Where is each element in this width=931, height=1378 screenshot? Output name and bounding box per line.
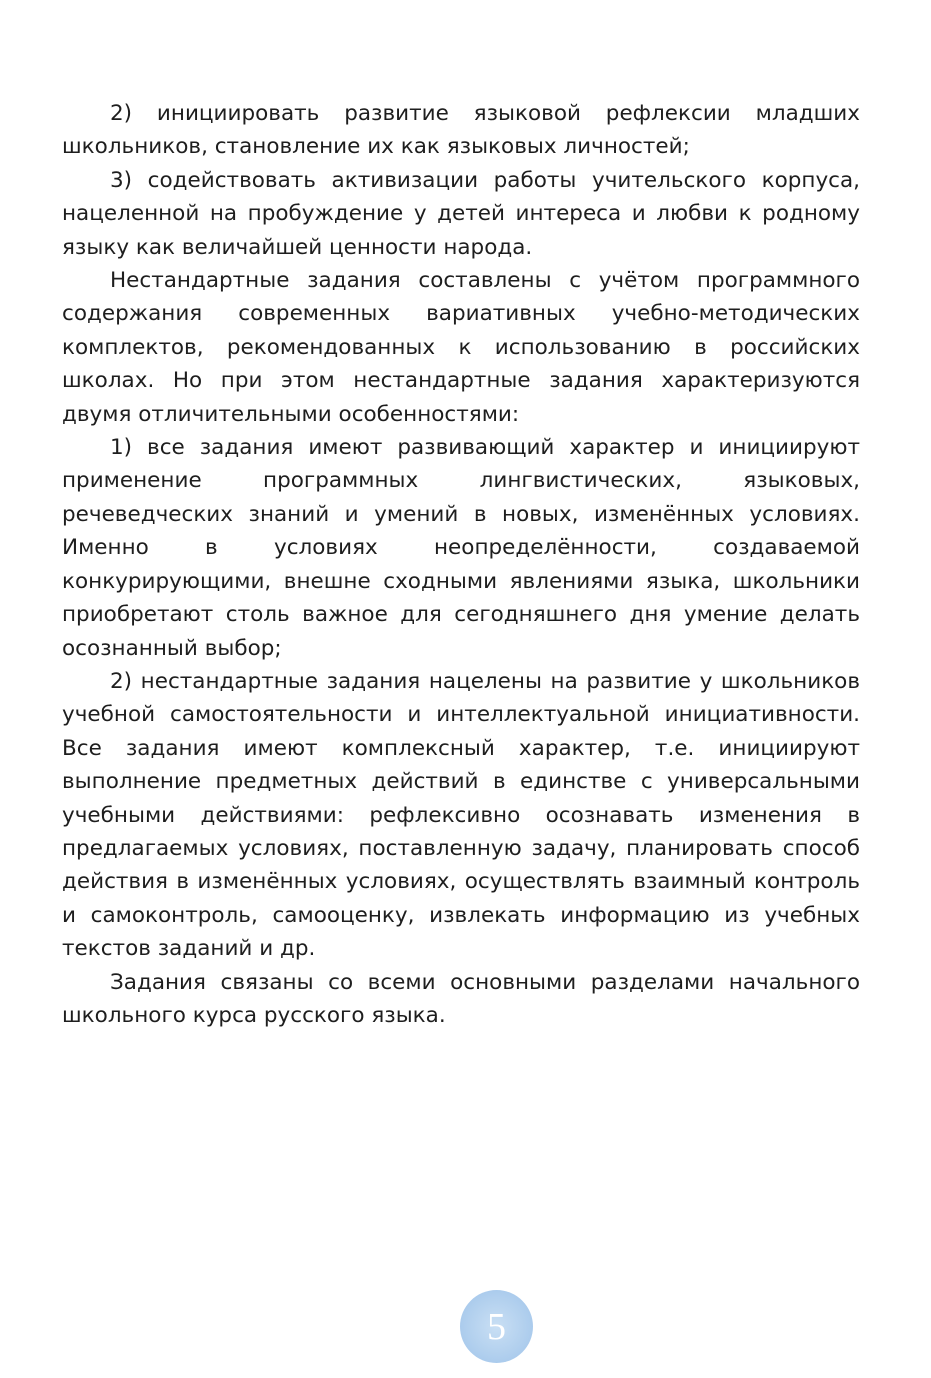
- paragraph-goal-3: 3) содействовать активизации работы учительского корпуса, нацеленной на пробуждение у детей интереса и любви к родному языку как величайшей ценности народа.: [62, 167, 860, 260]
- paragraph-feature-1: 1) все задания имеют развивающий характер и инициируют применение программных лингвистических, языковых, речеведческих знаний и умений в новых, изменённых условиях. Именно в условиях неопределённости, создаваемой конкурирующими, внешне сходными явлениями языка, школьники приобретают столь важное для сегодняшнего дня умение делать осознанный выбор;: [62, 435, 860, 661]
- page-number-badge: [460, 1290, 533, 1363]
- paragraph-feature-2: 2) нестандартные задания нацелены на развитие у школьников учебной самостоятельности и интеллектуальной инициативности. Все задания имеют комплексный характер, т.е. инициируют выполнение предметных действий в единстве с универсальными учебными действиями: рефлексивно осознавать изменения в предлагаемых условиях, поставленную задачу, планировать способ действия в изменённых условиях, осуществлять взаимный контроль и самоконтроль, самооценку, извлекать информацию из учебных текстов заданий и др.: [62, 668, 860, 962]
- paragraph-nonstandard-tasks: Нестандартные задания составлены с учётом программного содержания современных вариативных учебно-методических комплектов, рекомендованных к использованию в российских школах. Но при этом нестандартные задания характеризуются двумя отличительными особенностями:: [62, 268, 860, 427]
- paragraph-goal-2: 2) инициировать развитие языковой рефлексии младших школьников, становление их как языковых личностей;: [62, 101, 860, 160]
- paragraph-sections: Задания связаны со всеми основными разделами начального школьного курса русского языка.: [62, 969, 860, 1028]
- page-number: 5: [487, 1305, 506, 1348]
- body-text: [62, 97, 860, 1032]
